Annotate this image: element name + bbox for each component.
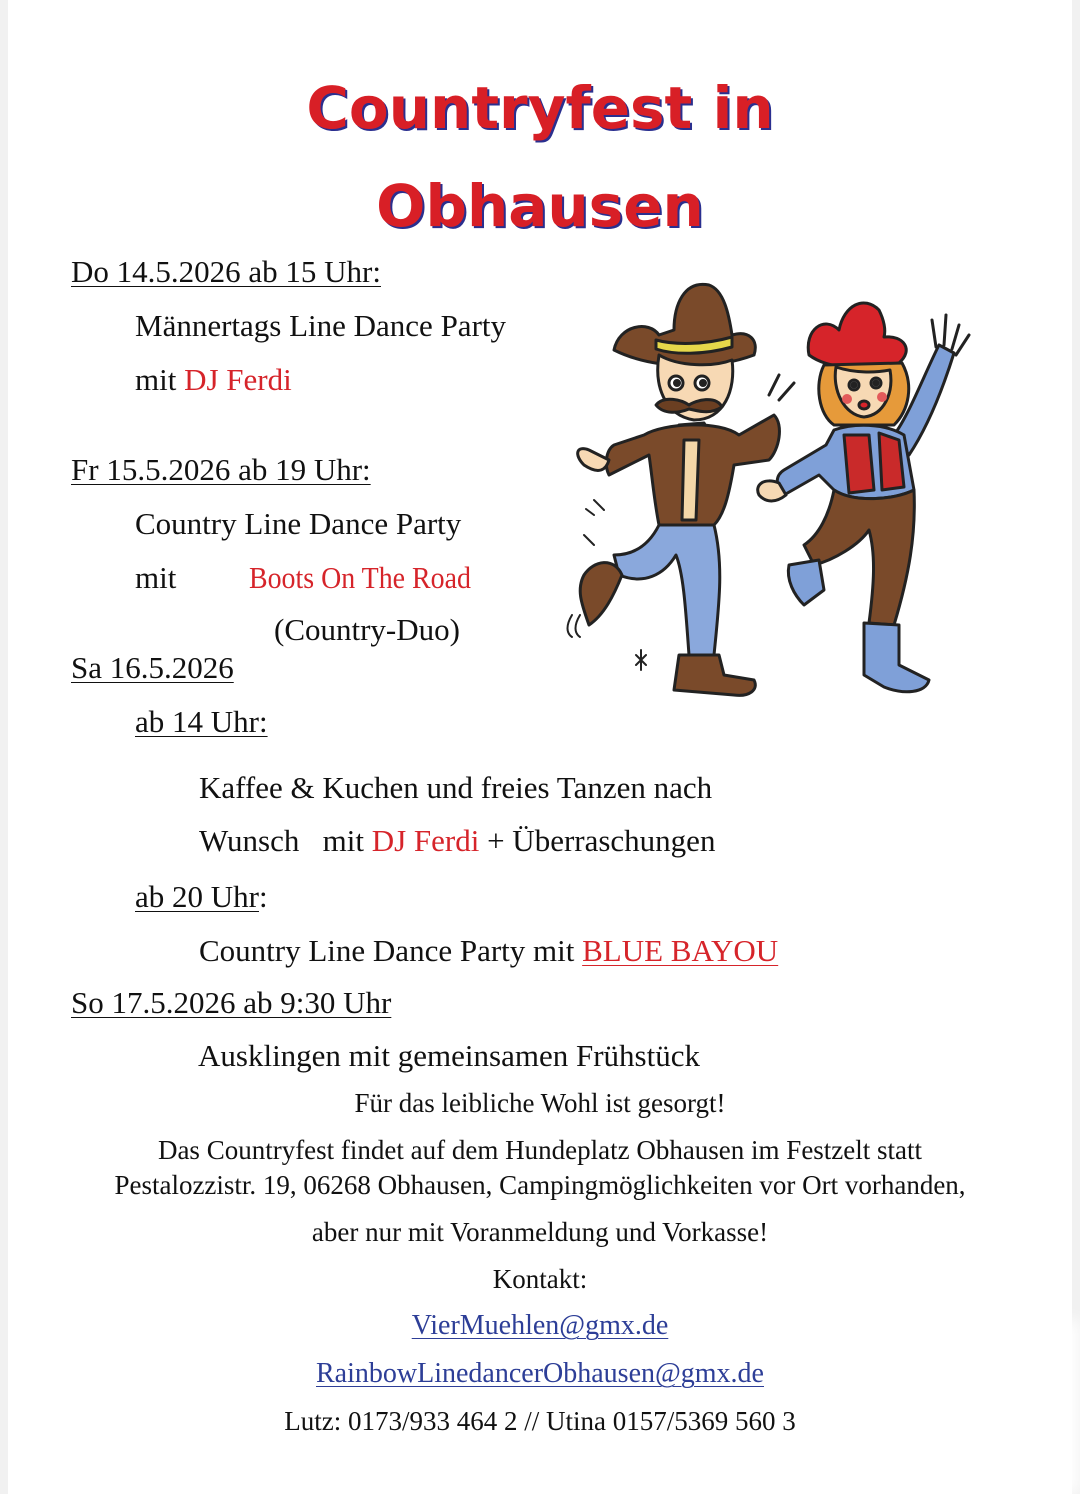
thursday-dj-line	[135, 362, 292, 398]
saturday-desc-1: Kaffee & Kuchen und freies Tanzen nach	[199, 770, 713, 805]
dj-name: DJ Ferdi	[184, 362, 292, 397]
flyer-page	[8, 0, 1072, 1494]
title-line-2: Obhausen	[376, 172, 704, 240]
contact-email-2[interactable]: RainbowLinedancerObhausen@gmx.de	[316, 1358, 764, 1389]
saturday-desc-2-a: Wunsch mit	[199, 823, 372, 858]
mit-text: mit	[135, 362, 185, 397]
info-food: Für das leibliche Wohl ist gesorgt!	[354, 1088, 726, 1118]
sunday-desc: Ausklingen mit gemeinsamen Frühstück	[198, 1038, 700, 1073]
saturday-date: Sa 16.5.2026	[71, 650, 234, 685]
info-venue-3: aber nur mit Voranmeldung und Vorkasse!	[311, 1217, 769, 1247]
friday-band-name: Boots On The Road	[249, 560, 471, 595]
saturday-party-text: Country Line Dance Party mit	[199, 933, 583, 968]
saturday-party	[199, 933, 778, 969]
saturday-desc-2	[199, 823, 715, 859]
friday-band	[249, 560, 496, 596]
thursday-date: Do 14.5.2026 ab 15 Uhr:	[71, 254, 381, 289]
friday-band-note: (Country-Duo)	[274, 612, 460, 647]
contact-email-1[interactable]: VierMuehlen@gmx.de	[411, 1310, 669, 1341]
sunday-date: So 17.5.2026 ab 9:30 Uhr	[71, 985, 392, 1020]
cowgirl-figure	[758, 303, 969, 692]
thursday-event: Männertags Line Dance Party	[135, 308, 507, 343]
saturday-time-2-colon: :	[258, 879, 268, 914]
contact-phones: Lutz: 0173/933 464 2 // Utina 0157/5369 560 3	[284, 1406, 796, 1436]
friday-event: Country Line Dance Party	[135, 506, 462, 541]
dancing-cowboys-illustration	[564, 275, 994, 715]
saturday-band: BLUE BAYOU	[582, 933, 779, 968]
saturday-time-1: ab 14 Uhr:	[135, 704, 268, 739]
title-line-1: Countryfest in	[306, 74, 774, 142]
friday-date: Fr 15.5.2026 ab 19 Uhr:	[71, 452, 371, 487]
saturday-time-2	[135, 879, 268, 915]
friday-mit: mit	[135, 560, 177, 595]
contact-label: Kontakt:	[492, 1264, 588, 1294]
saturday-desc-2-b: + Überraschungen	[479, 823, 716, 858]
saturday-dj-name: DJ Ferdi	[371, 823, 480, 858]
info-venue-1: Das Countryfest findet auf dem Hundeplatz Obhausen im Festzelt statt	[157, 1135, 923, 1165]
white-smudge	[866, 1320, 1080, 1494]
saturday-time-2-text: ab 20 Uhr	[135, 879, 259, 914]
info-venue-2: Pestalozzistr. 19, 06268 Obhausen, Campingmöglichkeiten vor Ort vorhanden,	[114, 1170, 966, 1200]
